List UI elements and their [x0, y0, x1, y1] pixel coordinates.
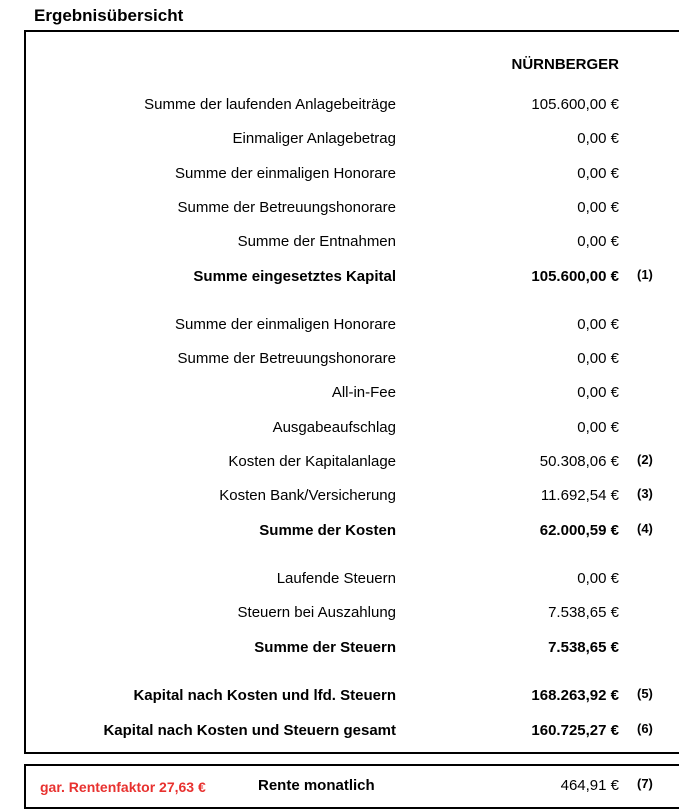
- row-einmaliger-anlagebetrag: [0, 128, 679, 150]
- row-laufende-anlagebeitraege: [0, 94, 679, 116]
- row-label: Summe der Betreuungshonorare: [177, 350, 396, 367]
- row-value: 50.308,06 €: [539, 453, 619, 470]
- row-label: Einmaliger Anlagebetrag: [232, 130, 396, 147]
- row-value: 0,00 €: [577, 350, 619, 367]
- row-value: 0,00 €: [577, 165, 619, 182]
- footnote-marker: (5): [637, 686, 653, 701]
- row-label: Laufende Steuern: [276, 570, 396, 587]
- footnote-marker: (2): [637, 452, 653, 467]
- row-label: Summe der Steuern: [254, 639, 396, 656]
- footnote-marker: (4): [637, 521, 653, 536]
- row-label: Kapital nach Kosten und lfd. Steuern: [133, 687, 396, 704]
- footnote-marker: (6): [637, 721, 653, 736]
- row-label: All-in-Fee: [331, 384, 396, 401]
- row-kapital-nach-kosten-lfd-steuern: [0, 685, 679, 707]
- row-label: Summe der Kosten: [259, 522, 396, 539]
- row-einmalige-honorare-2: [0, 314, 679, 336]
- row-steuern-auszahlung: [0, 602, 679, 624]
- footnote-marker: (3): [637, 486, 653, 501]
- row-value: 62.000,59 €: [539, 522, 619, 539]
- row-laufende-steuern: [0, 568, 679, 590]
- row-label: Ausgabeaufschlag: [272, 419, 396, 436]
- footnote-marker: (7): [637, 776, 653, 791]
- row-label: Kosten der Kapitalanlage: [228, 453, 396, 470]
- row-value: 464,91 €: [560, 777, 619, 794]
- row-value: 168.263,92 €: [531, 687, 619, 704]
- row-value: 105.600,00 €: [531, 96, 619, 113]
- row-label: Summe der Entnahmen: [237, 233, 396, 250]
- row-ausgabeaufschlag: [0, 417, 679, 439]
- row-value: 0,00 €: [577, 199, 619, 216]
- row-label: Summe der Betreuungshonorare: [177, 199, 396, 216]
- page-title: Ergebnisübersicht: [34, 6, 184, 25]
- row-label: Summe der einmaligen Honorare: [175, 316, 396, 333]
- row-label: Summe der einmaligen Honorare: [175, 165, 396, 182]
- row-label: Rente monatlich: [258, 777, 375, 794]
- row-kapital-nach-kosten-steuern-gesamt: [0, 720, 679, 742]
- row-label: Summe der laufenden Anlagebeiträge: [144, 96, 396, 113]
- row-rente-monatlich: [0, 775, 679, 797]
- row-value: 0,00 €: [577, 130, 619, 147]
- row-betreuungshonorare-2: [0, 348, 679, 370]
- row-summe-eingesetztes-kapital: [0, 266, 679, 288]
- row-entnahmen: [0, 231, 679, 253]
- row-summe-kosten: [0, 520, 679, 542]
- row-value: 0,00 €: [577, 384, 619, 401]
- row-summe-steuern: [0, 637, 679, 659]
- row-betreuungshonorare: [0, 197, 679, 219]
- row-label: Steuern bei Auszahlung: [237, 604, 396, 621]
- row-value: 0,00 €: [577, 233, 619, 250]
- row-value: 105.600,00 €: [531, 268, 619, 285]
- row-kosten-kapitalanlage: [0, 451, 679, 473]
- row-value: 0,00 €: [577, 419, 619, 436]
- row-value: 7.538,65 €: [548, 604, 619, 621]
- row-kosten-bank-versicherung: [0, 485, 679, 507]
- row-all-in-fee: [0, 382, 679, 404]
- row-einmalige-honorare: [0, 163, 679, 185]
- row-label: Kapital nach Kosten und Steuern gesamt: [103, 722, 396, 739]
- row-value: 160.725,27 €: [531, 722, 619, 739]
- row-value: 7.538,65 €: [548, 639, 619, 656]
- rentenfaktor-text: gar. Rentenfaktor 27,63 €: [40, 779, 206, 795]
- row-value: 0,00 €: [577, 570, 619, 587]
- row-label: Kosten Bank/Versicherung: [219, 487, 396, 504]
- row-value: 0,00 €: [577, 316, 619, 333]
- row-value: 11.692,54 €: [540, 487, 619, 504]
- footnote-marker: (1): [637, 267, 653, 282]
- row-label: Summe eingesetztes Kapital: [193, 268, 396, 285]
- column-header-provider: NÜRNBERGER: [511, 56, 619, 73]
